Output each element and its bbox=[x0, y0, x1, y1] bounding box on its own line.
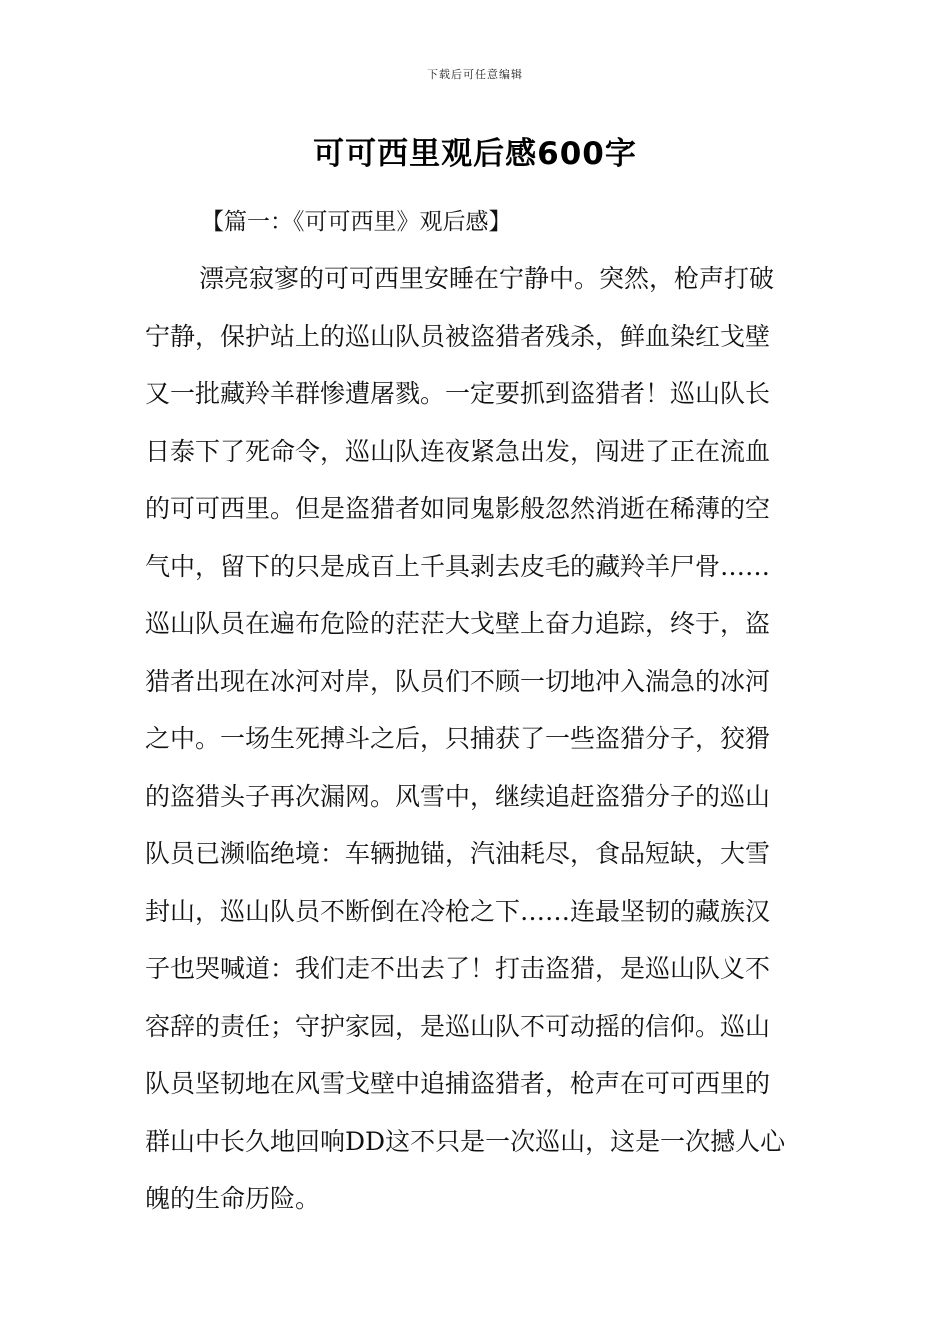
body-line: 气中，留下的只是成百上千具剥去皮毛的藏羚羊尸骨…… bbox=[145, 551, 771, 581]
body-line: 漂亮寂寥的可可西里安睡在宁静中。突然，枪声打破 bbox=[199, 264, 775, 293]
body-paragraph bbox=[145, 259, 807, 1237]
body-line: 之中。一场生死搏斗之后，只捕获了一些盗猎分子，狡猾 bbox=[145, 724, 771, 753]
body-line: 又一批藏羚羊群惨遭屠戮。一定要抓到盗猎者！巡山队长 bbox=[145, 379, 771, 408]
body-line: 队员坚韧地在风雪戈壁中追捕盗猎者，枪声在可可西里的 bbox=[145, 1069, 771, 1098]
body-line: 封山，巡山队员不断倒在冷枪之下……连最坚韧的藏族汉 bbox=[145, 896, 771, 926]
body-line: 猎者出现在冰河对岸，队员们不顾一切地冲入湍急的冰河 bbox=[145, 666, 771, 696]
body-line: 的盗猎头子再次漏网。风雪中，继续追赶盗猎分子的巡山 bbox=[145, 781, 771, 811]
body-line: 宁静，保护站上的巡山队员被盗猎者残杀，鲜血染红戈壁 bbox=[145, 321, 771, 351]
body-line: 的可可西里。但是盗猎者如同鬼影般忽然消逝在稀薄的空 bbox=[145, 494, 771, 523]
body-line: 日泰下了死命令，巡山队连夜紧急出发，闯进了正在流血 bbox=[145, 436, 771, 466]
body-line: 巡山队员在遍布危险的茫茫大戈壁上奋力追踪，终于，盗 bbox=[145, 609, 771, 638]
section-heading: 【篇一：《可可西里》观后感】 bbox=[201, 209, 512, 235]
body-line: 容辞的责任；守护家园，是巡山队不可动摇的信仰。巡山 bbox=[145, 1011, 771, 1041]
body-line: 子也哭喊道：我们走不出去了！打击盗猎，是巡山队义不 bbox=[145, 954, 771, 983]
body-line: 魄的生命历险。 bbox=[145, 1184, 321, 1213]
document-title: 可可西里观后感600字 bbox=[313, 136, 637, 172]
body-line: 队员已濒临绝境：车辆抛锚，汽油耗尽，食品短缺，大雪 bbox=[145, 839, 771, 868]
header-note: 下载后可任意编辑 bbox=[427, 68, 523, 81]
body-line: 群山中长久地回响DD这不只是一次巡山，这是一次撼人心 bbox=[145, 1126, 786, 1156]
